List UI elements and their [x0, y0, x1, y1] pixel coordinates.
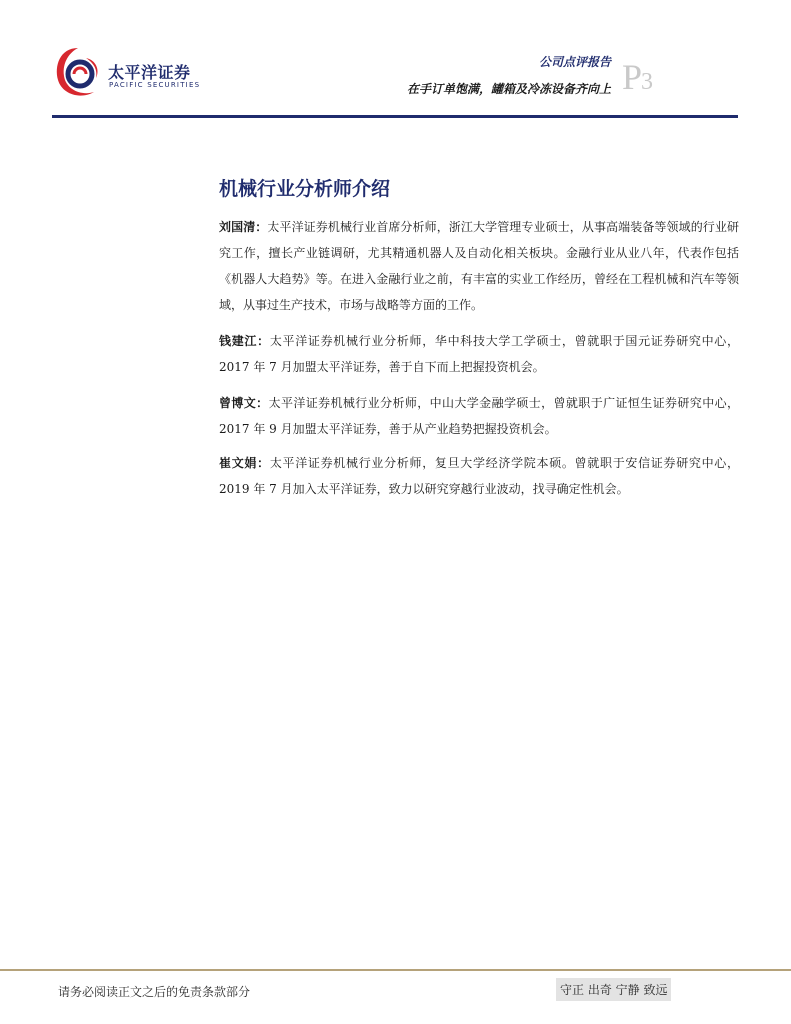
report-title: 在手订单饱满，罐箱及冷冻设备齐向上 [406, 82, 611, 96]
page-number [622, 56, 652, 98]
analyst-description: 太平洋证券机械行业分析师，华中科技大学工学硕士，曾就职于国元证券研究中心，2017 年 7 月加盟太平洋证券，善于自下而上把握投资机会。 [219, 334, 739, 374]
company-logo [52, 44, 212, 100]
page-number-digit: 3 [641, 69, 653, 95]
analyst-name: 崔文娟： [219, 456, 270, 470]
analyst-bio [219, 214, 739, 318]
section-title: 机械行业分析师介绍 [219, 178, 391, 200]
analyst-bio [219, 390, 739, 442]
report-type: 公司点评报告 [538, 55, 611, 69]
pacific-securities-logo-icon [52, 44, 102, 100]
page-prefix: P [622, 57, 642, 97]
analyst-description: 太平洋证券机械行业首席分析师，浙江大学管理专业硕士，从事高端装备等领域的行业研究工作，擅长产业链调研，尤其精通机器人及自动化相关板块。金融行业从业八年，代表作包括《机器人大趋势》等。在进入金融行业之前，有丰富的实业工作经历，曾经在工程机械和汽车等领域，从事过生产技术，市场与战略等方面的工作。 [219, 220, 739, 312]
footer-disclaimer: 请务必阅读正文之后的免责条款部分 [58, 985, 251, 999]
analyst-description: 太平洋证券机械行业分析师，复旦大学经济学院本硕。曾就职于安信证券研究中心，2019 年 7 月加入太平洋证券，致力以研究穿越行业波动，找寻确定性机会。 [219, 456, 739, 496]
footer-divider [0, 969, 791, 971]
analyst-name: 曾博文： [219, 396, 269, 410]
analyst-bio [219, 328, 739, 380]
header-divider [52, 115, 738, 118]
analyst-bio [219, 450, 739, 502]
analyst-description: 太平洋证券机械行业分析师，中山大学金融学硕士，曾就职于广证恒生证券研究中心，2017 年 9 月加盟太平洋证券，善于从产业趋势把握投资机会。 [219, 396, 739, 436]
logo-english-name: PACIFIC SECURITIES [109, 81, 201, 89]
analyst-name: 刘国清： [219, 220, 268, 234]
analyst-name: 钱建江： [219, 334, 270, 348]
footer-motto: 守正 出奇 宁静 致远 [556, 978, 671, 1001]
logo-chinese-name: 太平洋证券 [108, 63, 191, 82]
